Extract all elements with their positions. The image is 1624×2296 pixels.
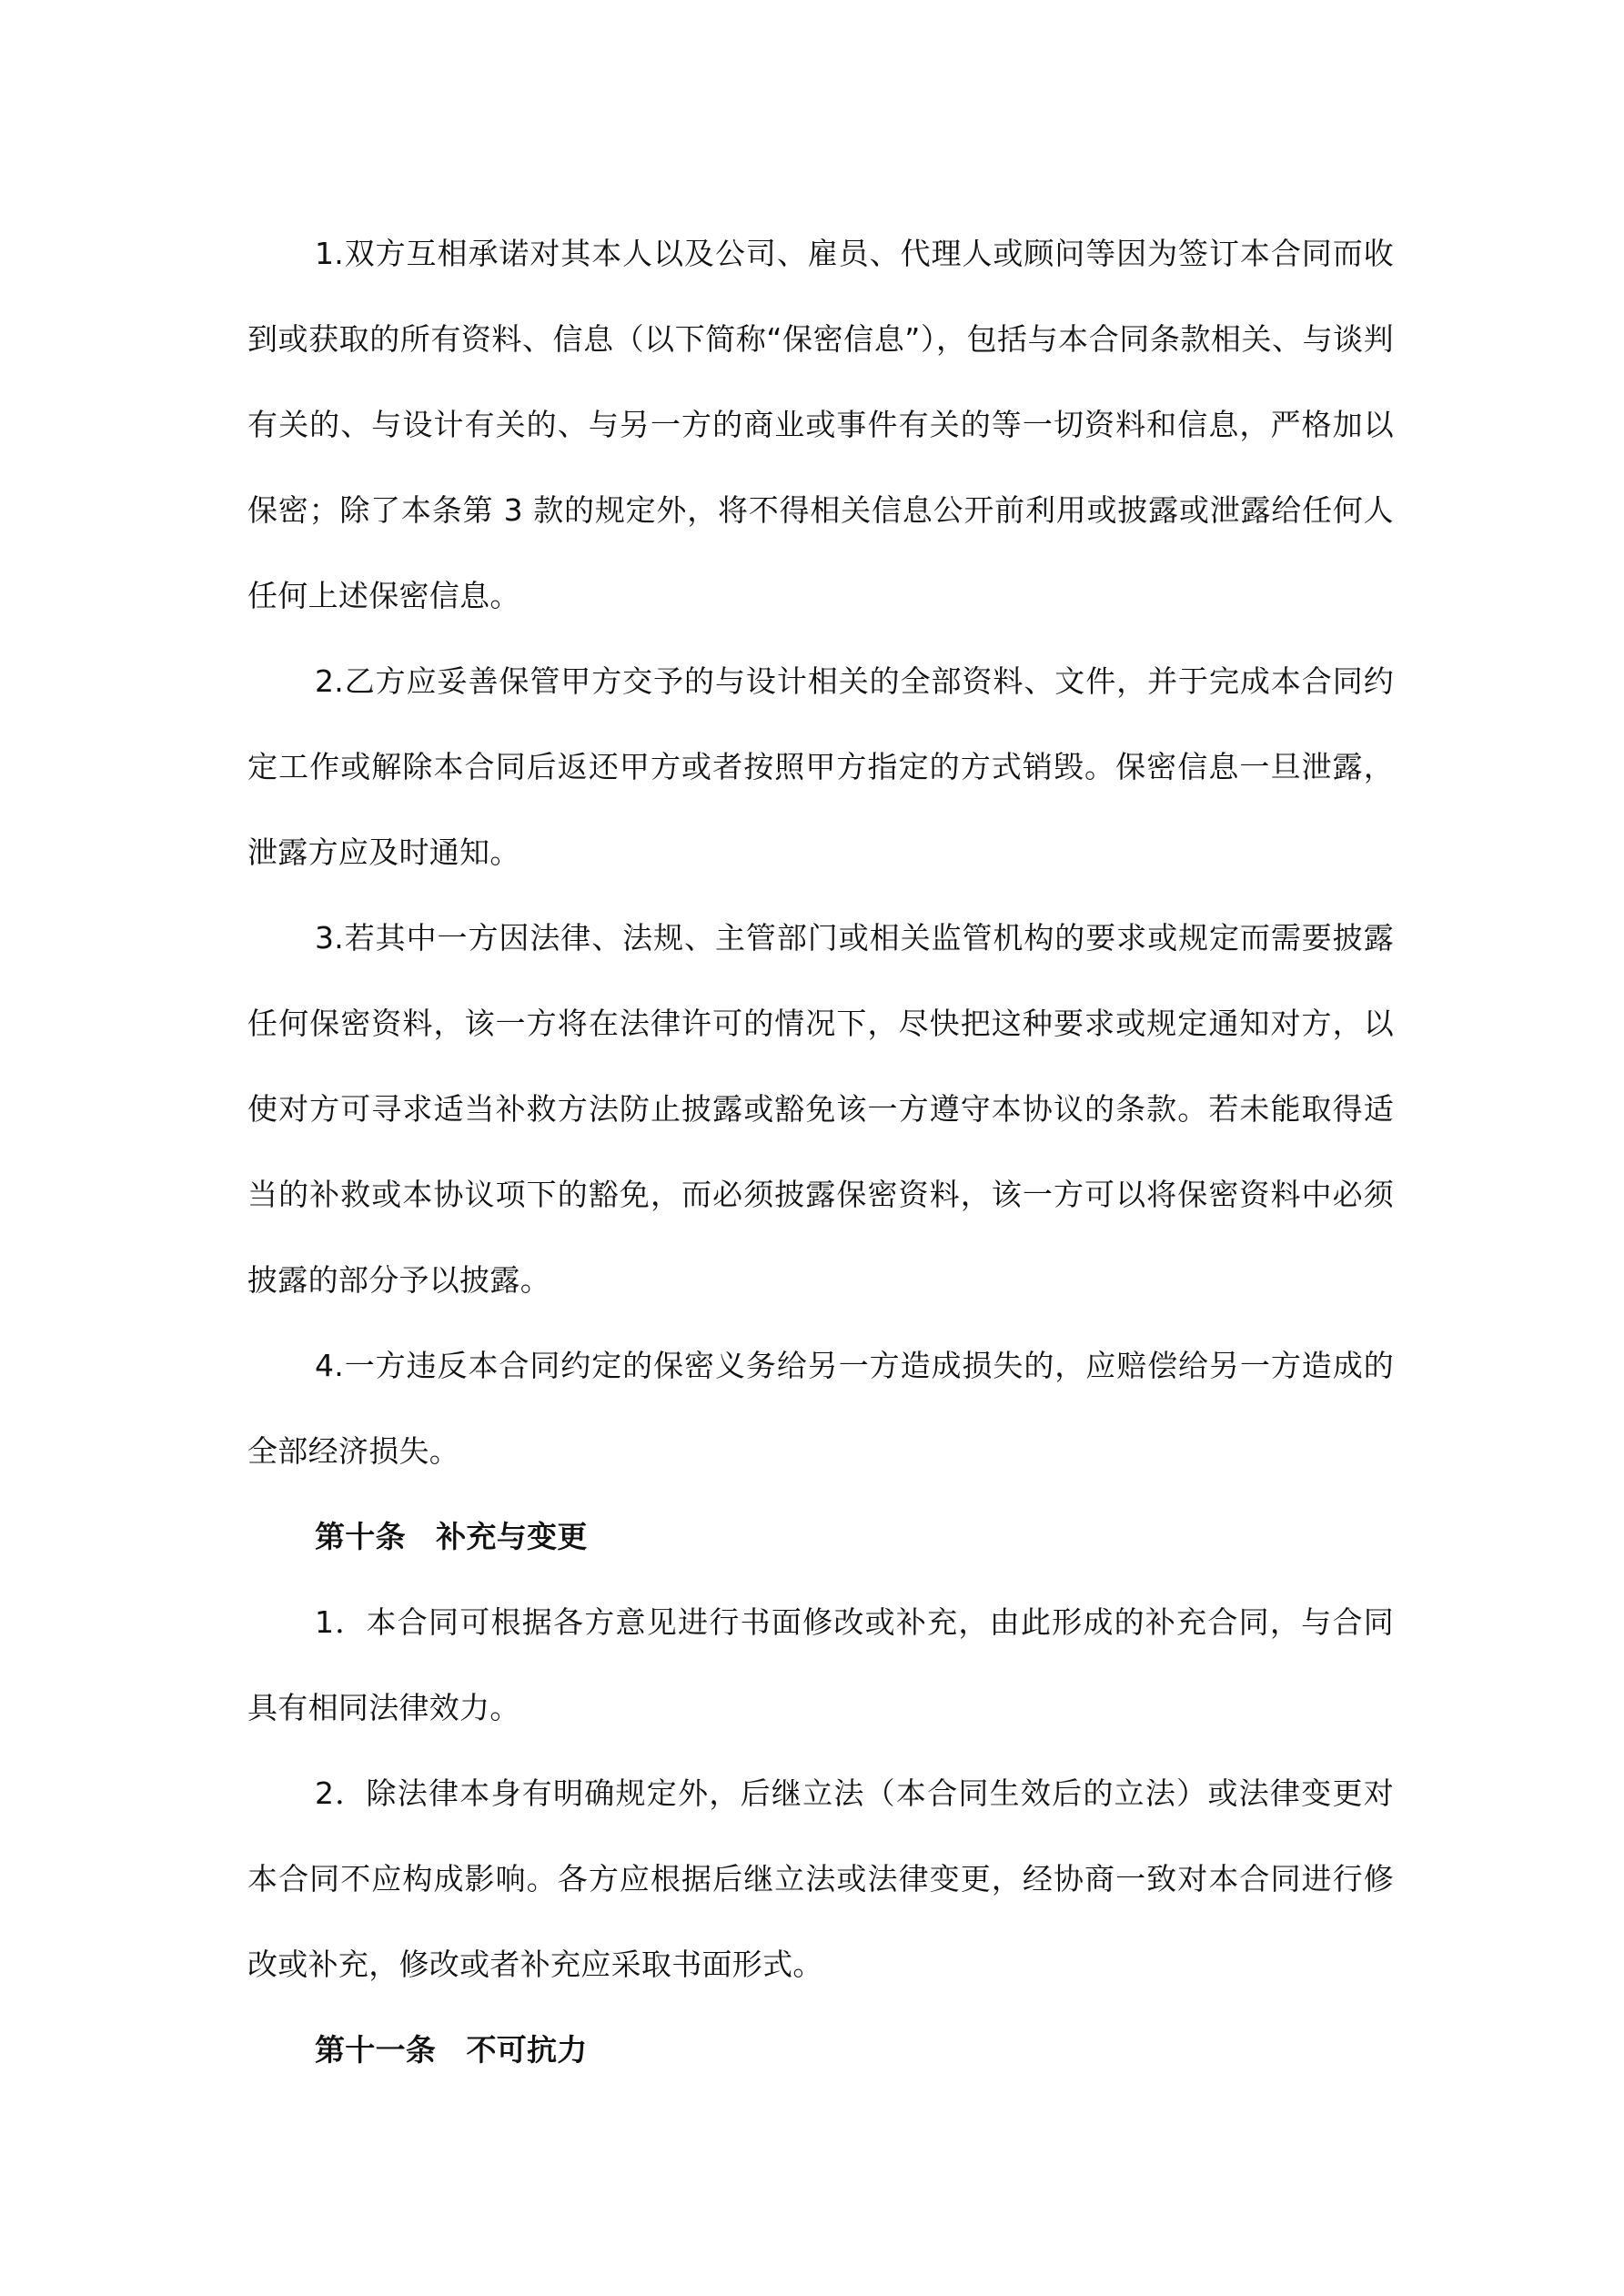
clause-10-item-1: 1．本合同可根据各方意见进行书面修改或补充，由此形成的补充合同，与合同具有相同法律效力。 (247, 1604, 1394, 1725)
clause-10-item-2: 2．除法律本身有明确规定外，后继立法（本合同生效后的立法）或法律变更对本合同不应构成影响。各方应根据后继立法或法律变更，经协商一致对本合同进行修改或补充，修改或者补充应采取书面形式。 (247, 1775, 1394, 1982)
clause-9-item-1: 1.双方互相承诺对其本人以及公司、雇员、代理人或顾问等因为签订本合同而收到或获取的所有资料、信息（以下简称“保密信息”），包括与本合同条款相关、与谈判有关的、与设计有关的、与另一方的商业或事件有关的等一切资料和信息，严格加以保密；除了本条第 3 款的规定外，将不得相关信息公开前利用或披露或泄露给任何人任何上述保密信息。 (247, 236, 1394, 613)
clause-9-item-3: 3.若其中一方因法律、法规、主管部门或相关监管机构的要求或规定而需要披露任何保密资料，该一方将在法律许可的情况下，尽快把这种要求或规定通知对方，以使对方可寻求适当补救方法防止披露或豁免该一方遵守本协议的条款。若未能取得适当的补救或本协议项下的豁免，而必须披露保密资料，该一方可以将保密资料中必须披露的部分予以披露。 (247, 920, 1394, 1298)
clause-11-heading: 第十一条 不可抗力 (315, 2032, 588, 2068)
clause-9-item-4: 4.一方违反本合同约定的保密义务给另一方造成损失的，应赔偿给另一方造成的全部经济损失。 (247, 1348, 1394, 1469)
clause-9-item-2: 2.乙方应妥善保管甲方交予的与设计相关的全部资料、文件，并于完成本合同约定工作或解除本合同后返还甲方或者按照甲方指定的方式销毁。保密信息一旦泄露，泄露方应及时通知。 (247, 663, 1394, 870)
document-body (247, 211, 1394, 2093)
clause-10-heading: 第十条 补充与变更 (315, 1519, 588, 1554)
